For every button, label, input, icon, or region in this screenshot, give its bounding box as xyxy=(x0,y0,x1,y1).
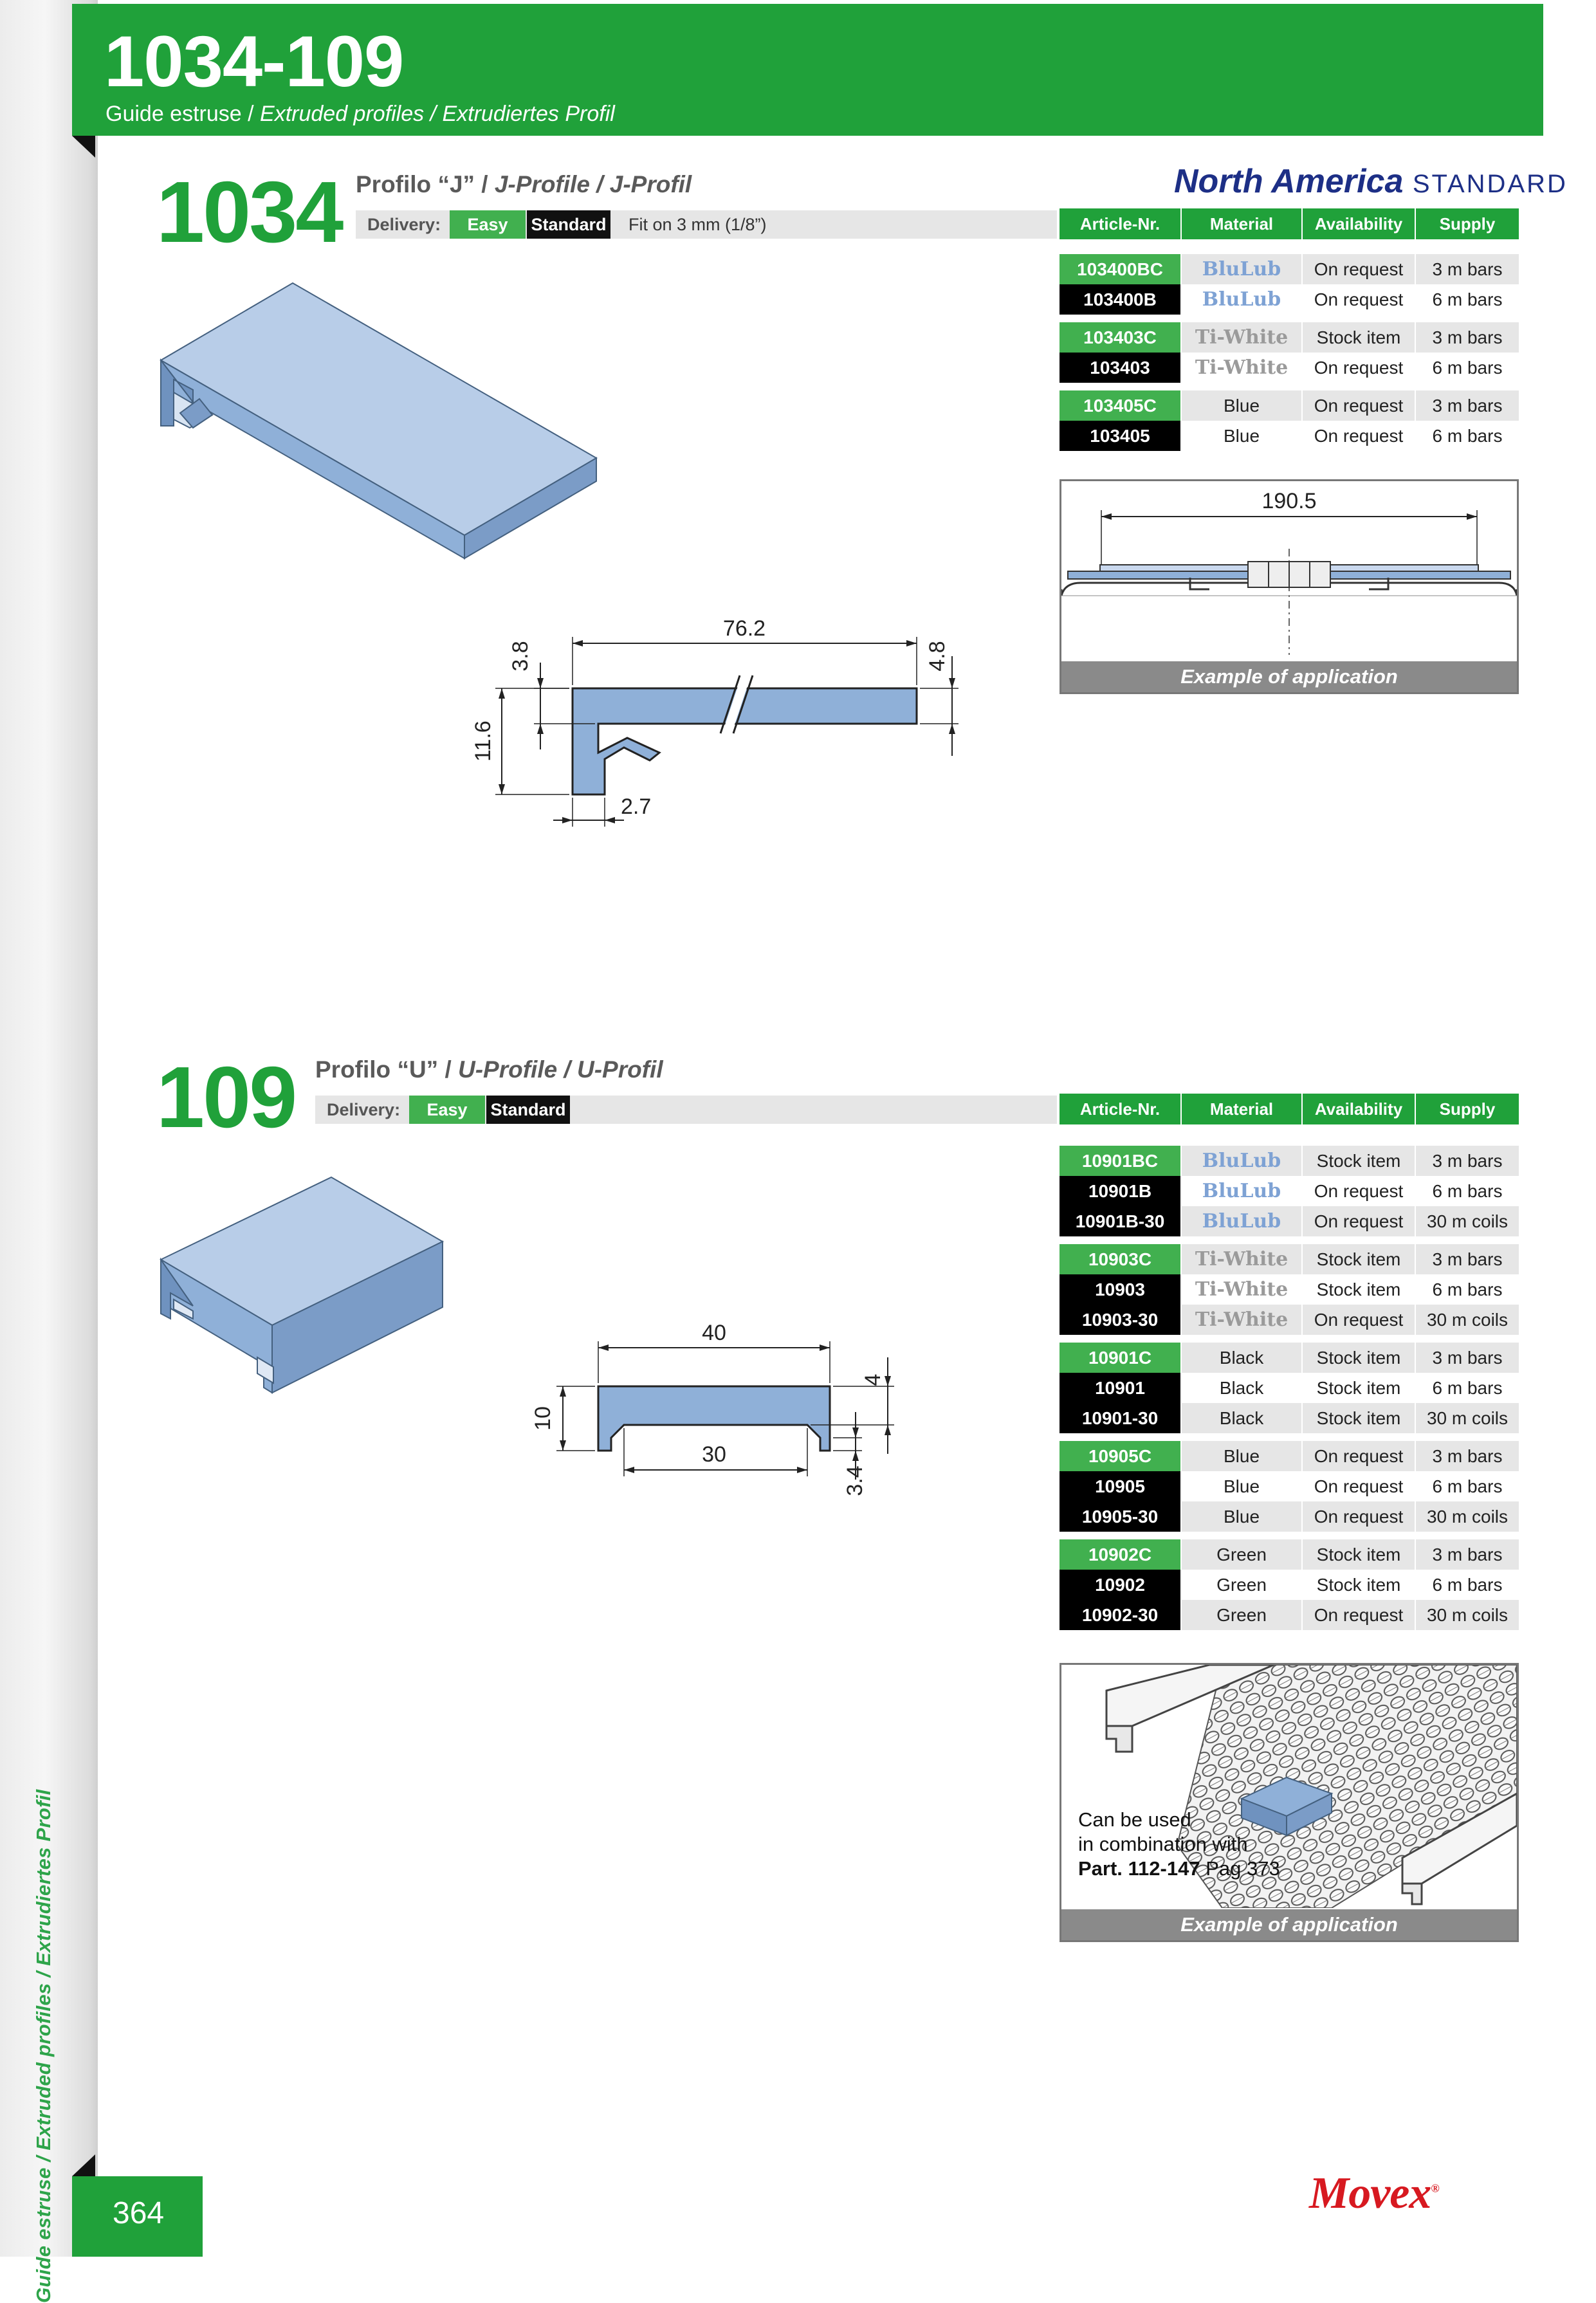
supply-cell: 6 m bars xyxy=(1416,1176,1519,1206)
article-cell: 10901B-30 xyxy=(1059,1206,1180,1236)
material-cell: Black xyxy=(1182,1403,1301,1433)
article-cell: 103403C xyxy=(1059,322,1180,353)
logo-text: Movex xyxy=(1309,2169,1431,2218)
article-cell: 10903C xyxy=(1059,1244,1180,1274)
material-cell: BluLub xyxy=(1182,254,1301,284)
article-cell: 10901BC xyxy=(1059,1146,1180,1176)
article-cell: 10905 xyxy=(1059,1471,1180,1501)
fit-note: Fit on 3 mm (1/8”) xyxy=(628,215,767,234)
col-header-material: Material xyxy=(1182,208,1301,239)
dim-u-width: 40 xyxy=(702,1321,726,1345)
availability-cell: On request xyxy=(1303,1176,1415,1206)
supply-cell: 3 m bars xyxy=(1416,390,1519,421)
table-row xyxy=(1059,1471,1519,1501)
material-cell: BluLub xyxy=(1182,1176,1301,1206)
article-cell: 10901C xyxy=(1059,1343,1180,1373)
dim-u-lip: 3.4 xyxy=(843,1465,867,1496)
table-row xyxy=(1059,1501,1519,1532)
material-cell: Black xyxy=(1182,1343,1301,1373)
supply-cell: 3 m bars xyxy=(1416,1539,1519,1570)
material-cell: BluLub xyxy=(1182,1146,1301,1176)
dim-u-thickness: 4 xyxy=(861,1373,885,1386)
note-part-ref: Part. 112-147 xyxy=(1078,1857,1200,1880)
application-example-109 xyxy=(1059,1663,1519,1942)
supply-cell: 30 m coils xyxy=(1416,1501,1519,1532)
availability-cell: Stock item xyxy=(1303,1539,1415,1570)
article-cell: 10905-30 xyxy=(1059,1501,1180,1532)
delivery-easy-badge: Easy xyxy=(409,1096,485,1124)
availability-cell: On request xyxy=(1303,1305,1415,1335)
table-row xyxy=(1059,1146,1519,1176)
col-header-article: Article-Nr. xyxy=(1059,1094,1180,1124)
header-fold-corner xyxy=(72,136,95,158)
table-row xyxy=(1059,390,1519,421)
delivery-label: Delivery: xyxy=(327,1100,401,1119)
application-caption-1034: Example of application xyxy=(1061,661,1517,692)
table-row xyxy=(1059,284,1519,315)
availability-cell: Stock item xyxy=(1303,1274,1415,1305)
table-header-1034 xyxy=(1059,208,1519,239)
material-cell: Ti-White xyxy=(1182,353,1301,383)
material-cell: Ti-White xyxy=(1182,1305,1301,1335)
region-name: North America xyxy=(1174,163,1404,200)
availability-cell: Stock item xyxy=(1303,1403,1415,1433)
supply-cell: 3 m bars xyxy=(1416,1244,1519,1274)
availability-cell: On request xyxy=(1303,1206,1415,1236)
col-header-article: Article-Nr. xyxy=(1059,208,1180,239)
supply-cell: 3 m bars xyxy=(1416,322,1519,353)
table-row xyxy=(1059,1570,1519,1600)
supply-cell: 30 m coils xyxy=(1416,1305,1519,1335)
section-1034-title xyxy=(356,171,692,198)
material-cell: Ti-White xyxy=(1182,322,1301,353)
supply-cell: 30 m coils xyxy=(1416,1403,1519,1433)
delivery-bar-109 xyxy=(315,1096,1057,1124)
page-header xyxy=(72,4,1543,136)
material-cell: Blue xyxy=(1182,1441,1301,1471)
table-row xyxy=(1059,1244,1519,1274)
page-title: 1034-109 xyxy=(104,21,404,102)
table-row xyxy=(1059,1373,1519,1403)
col-header-availability: Availability xyxy=(1303,208,1415,239)
application-caption-109: Example of application xyxy=(1061,1909,1517,1940)
availability-cell: On request xyxy=(1303,1501,1415,1532)
table-row xyxy=(1059,322,1519,353)
article-cell: 103405C xyxy=(1059,390,1180,421)
col-header-availability: Availability xyxy=(1303,1094,1415,1124)
availability-cell: On request xyxy=(1303,284,1415,315)
supply-cell: 6 m bars xyxy=(1416,421,1519,451)
article-cell: 10903 xyxy=(1059,1274,1180,1305)
subtitle-italic: Extruded profiles / Extrudiertes Profil xyxy=(260,102,615,126)
region-suffix: STANDARD xyxy=(1412,170,1568,198)
availability-cell: On request xyxy=(1303,421,1415,451)
j-profile-dimension-drawing xyxy=(463,611,978,836)
material-cell: Green xyxy=(1182,1570,1301,1600)
table-row xyxy=(1059,353,1519,383)
note-line-2: in combination with xyxy=(1078,1833,1248,1855)
availability-cell: Stock item xyxy=(1303,1373,1415,1403)
table-row xyxy=(1059,1539,1519,1570)
supply-cell: 6 m bars xyxy=(1416,1373,1519,1403)
availability-cell: On request xyxy=(1303,353,1415,383)
supply-cell: 6 m bars xyxy=(1416,1274,1519,1305)
article-cell: 103400BC xyxy=(1059,254,1180,284)
col-header-supply: Supply xyxy=(1416,208,1519,239)
delivery-label: Delivery: xyxy=(367,215,441,234)
note-line-1: Can be used xyxy=(1078,1808,1191,1831)
subtitle-plain: Guide estruse / xyxy=(105,102,261,126)
article-cell: 10902C xyxy=(1059,1539,1180,1570)
material-cell: Ti-White xyxy=(1182,1244,1301,1274)
table-row xyxy=(1059,1343,1519,1373)
logo-mark: ® xyxy=(1431,2181,1439,2195)
u-profile-dimension-drawing xyxy=(521,1312,933,1505)
supply-cell: 3 m bars xyxy=(1416,254,1519,284)
dim-u-height: 10 xyxy=(531,1406,555,1431)
section-109-code: 109 xyxy=(156,1049,296,1146)
dim-thickness-top: 3.8 xyxy=(508,641,533,672)
j-profile-3d-illustration xyxy=(154,277,605,560)
title-italic: U-Profile / U-Profil xyxy=(458,1056,663,1083)
supply-cell: 30 m coils xyxy=(1416,1206,1519,1236)
table-row xyxy=(1059,1305,1519,1335)
table-row xyxy=(1059,1600,1519,1630)
region-title xyxy=(1174,162,1568,201)
article-cell: 10902-30 xyxy=(1059,1600,1180,1630)
supply-cell: 6 m bars xyxy=(1416,1471,1519,1501)
availability-cell: Stock item xyxy=(1303,322,1415,353)
table-header-109 xyxy=(1059,1094,1519,1124)
availability-cell: Stock item xyxy=(1303,1244,1415,1274)
material-cell: Blue xyxy=(1182,421,1301,451)
dim-width: 76.2 xyxy=(722,616,766,641)
availability-cell: On request xyxy=(1303,1471,1415,1501)
section-109-title xyxy=(315,1056,663,1083)
article-cell: 103403 xyxy=(1059,353,1180,383)
material-cell: Green xyxy=(1182,1600,1301,1630)
article-cell: 10901 xyxy=(1059,1373,1180,1403)
delivery-standard-badge: Standard xyxy=(527,210,610,239)
table-row xyxy=(1059,421,1519,451)
delivery-easy-badge: Easy xyxy=(450,210,526,239)
title-plain: Profilo “J” / xyxy=(356,171,495,197)
dim-thickness-right: 4.8 xyxy=(925,641,949,672)
material-cell: Green xyxy=(1182,1539,1301,1570)
title-italic: J-Profile / J-Profil xyxy=(494,171,692,197)
delivery-standard-badge: Standard xyxy=(486,1096,570,1124)
application-example-1034 xyxy=(1059,479,1519,694)
dim-lip: 2.7 xyxy=(621,794,652,819)
compatibility-note xyxy=(1078,1808,1280,1881)
col-header-material: Material xyxy=(1182,1094,1301,1124)
availability-cell: Stock item xyxy=(1303,1570,1415,1600)
title-plain: Profilo “U” / xyxy=(315,1056,458,1083)
material-cell: BluLub xyxy=(1182,284,1301,315)
material-cell: Blue xyxy=(1182,1501,1301,1532)
article-cell: 10901B xyxy=(1059,1176,1180,1206)
article-cell: 10902 xyxy=(1059,1570,1180,1600)
table-row xyxy=(1059,254,1519,284)
article-cell: 10901-30 xyxy=(1059,1403,1180,1433)
table-row xyxy=(1059,1403,1519,1433)
table-row xyxy=(1059,1274,1519,1305)
page-subtitle xyxy=(105,102,615,127)
supply-cell: 3 m bars xyxy=(1416,1146,1519,1176)
supply-cell: 30 m coils xyxy=(1416,1600,1519,1630)
table-row xyxy=(1059,1206,1519,1236)
supply-cell: 3 m bars xyxy=(1416,1441,1519,1471)
supply-cell: 6 m bars xyxy=(1416,1570,1519,1600)
material-cell: BluLub xyxy=(1182,1206,1301,1236)
article-cell: 103405 xyxy=(1059,421,1180,451)
note-page-ref: Pag 373 xyxy=(1206,1857,1280,1880)
material-cell: Ti-White xyxy=(1182,1274,1301,1305)
availability-cell: On request xyxy=(1303,390,1415,421)
application-drawing-1034 xyxy=(1061,481,1517,660)
availability-cell: Stock item xyxy=(1303,1146,1415,1176)
availability-cell: On request xyxy=(1303,254,1415,284)
delivery-bar-1034 xyxy=(356,210,1057,239)
availability-cell: On request xyxy=(1303,1441,1415,1471)
footer-fold-corner xyxy=(72,2154,95,2176)
dim-height: 11.6 xyxy=(471,720,495,762)
dim-application-width: 190.5 xyxy=(1261,489,1317,513)
table-row xyxy=(1059,1176,1519,1206)
supply-cell: 6 m bars xyxy=(1416,353,1519,383)
availability-cell: On request xyxy=(1303,1600,1415,1630)
article-cell: 103400B xyxy=(1059,284,1180,315)
dim-u-inner: 30 xyxy=(702,1442,726,1467)
article-cell: 10903-30 xyxy=(1059,1305,1180,1335)
section-1034-code: 1034 xyxy=(156,163,342,261)
supply-cell: 6 m bars xyxy=(1416,284,1519,315)
material-cell: Blue xyxy=(1182,1471,1301,1501)
supply-cell: 3 m bars xyxy=(1416,1343,1519,1373)
material-cell: Black xyxy=(1182,1373,1301,1403)
material-cell: Blue xyxy=(1182,390,1301,421)
article-cell: 10905C xyxy=(1059,1441,1180,1471)
side-label: Guide estruse / Extruded profiles / Extrudiertes Profil xyxy=(32,1789,55,2303)
movex-logo xyxy=(1309,2168,1439,2219)
col-header-supply: Supply xyxy=(1416,1094,1519,1124)
table-row xyxy=(1059,1441,1519,1471)
availability-cell: Stock item xyxy=(1303,1343,1415,1373)
page-number: 364 xyxy=(113,2196,165,2230)
